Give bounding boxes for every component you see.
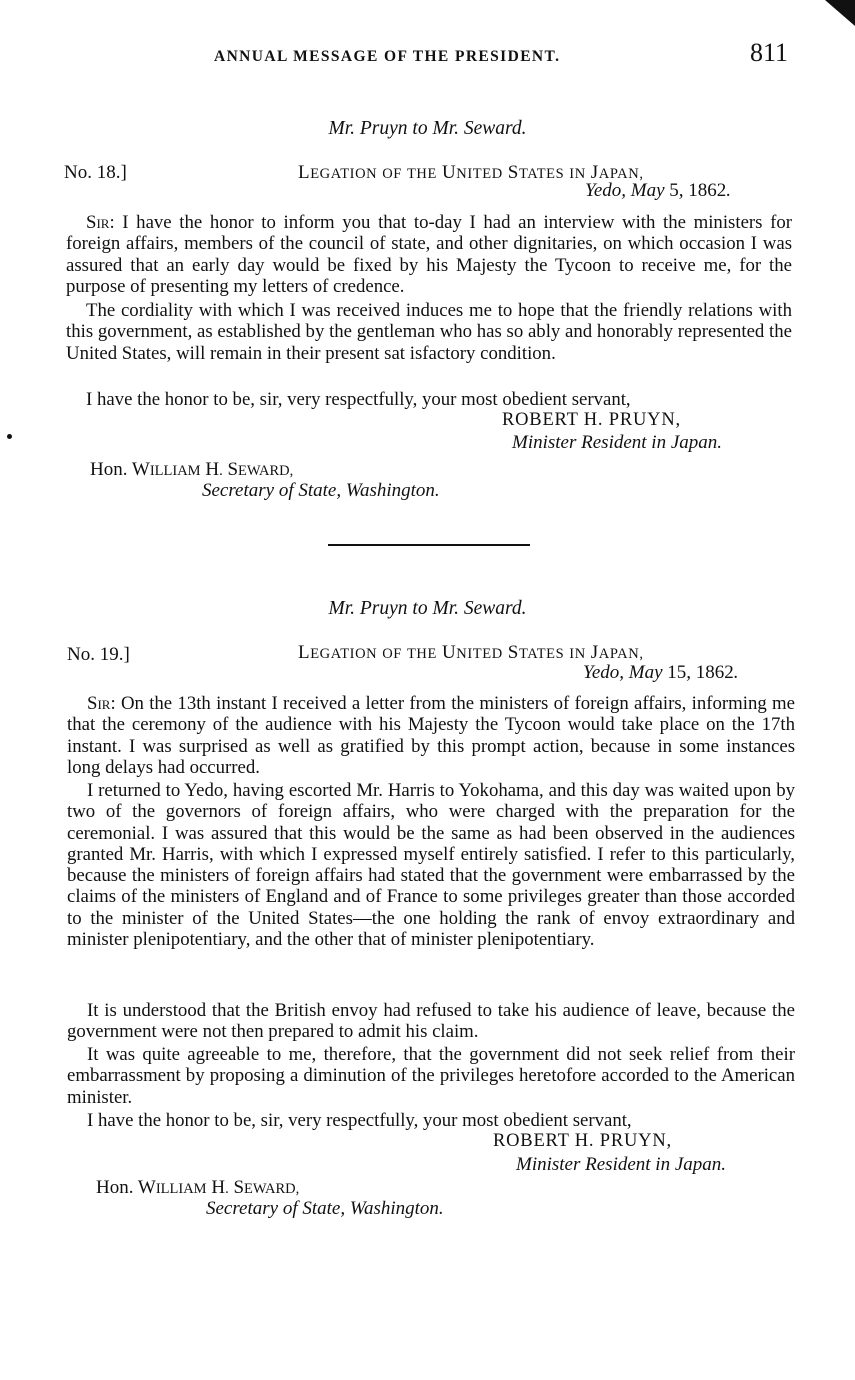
letter-paragraph: It is understood that the British envoy had refused to take his audience of leave, because the government were not then prepared to admit his claim. <box>67 1000 795 1043</box>
letter-closing: I have the honor to be, sir, very respectfully, your most obedient servant, <box>87 1110 632 1131</box>
legation-line: LEGATION OF THE UNITED STATES IN JAPAN, <box>298 642 644 663</box>
addressee: Hon. WILLIAM H. SEWARD, <box>96 1177 300 1198</box>
addressee-title: Secretary of State, Washington. <box>206 1198 444 1219</box>
page-corner-mark <box>825 0 855 26</box>
letter-paragraph: Sir: On the 13th instant I received a letter from the ministers of foreign affairs, informing me that the ceremony of the audience with his Majesty the Tycoon would take place on the 17th instant. I was surprised as well as gratified by this prompt action, because in some instances long delays had occurred. <box>67 693 795 778</box>
letter-paragraph: I returned to Yedo, having escorted Mr. Harris to Yokohama, and this day was waited upon by two of the governors of foreign affairs, who were charged with the preparation for the ceremonial. I was assured that this would be the same as had been observed in the audiences granted Mr. Harris, with which I expressed myself entirely satisfied. I refer to this particularly, because the ministers of foreign affairs had stated that the government were embarrassed by the claims of the ministers of England and of France to some privileges greater than those accorded to the minister of the United States—the one holding the rank of envoy extraordinary and minister plenipotentiary, and the other that of minister plenipotentiary. <box>67 780 795 951</box>
signature-title: Minister Resident in Japan. <box>516 1154 727 1175</box>
letter-number: No. 19.] <box>67 644 130 665</box>
letter-date: Yedo, May 15, 1862. <box>583 662 739 683</box>
addressee: Hon. WILLIAM H. SEWARD, <box>90 459 294 480</box>
margin-speck <box>7 434 12 439</box>
legation-line: LEGATION OF THE UNITED STATES IN JAPAN, <box>298 162 644 183</box>
signature-title: Minister Resident in Japan. <box>512 432 723 453</box>
letter-paragraph: The cordiality with which I was received induces me to hope that the friendly relations with this government, as established by the gentleman who has so ably and honorably represented the United States, will remain in their present sat isfactory condition. <box>66 300 792 364</box>
letter-date: Yedo, May 5, 1862. <box>585 180 732 201</box>
letter-paragraph: It was quite agreeable to me, therefore, that the government did not seek relief from their embarrassment by proposing a diminution of the privileges heretofore accorded to the American minister. <box>67 1044 795 1108</box>
signature: ROBERT H. PRUYN, <box>493 1131 672 1151</box>
letter-paragraph: Sir: I have the honor to inform you that to-day I had an interview with the ministers for foreign affairs, members of the council of state, and other dignitaries, on which occasion I was assured that an early day would be fixed by his Majesty the Tycoon to receive me, for the purpose of presenting my letters of credence. <box>66 212 792 297</box>
letter-number: No. 18.] <box>64 162 127 183</box>
letter-heading: Mr. Pruyn to Mr. Seward. <box>328 118 527 139</box>
signature: ROBERT H. PRUYN, <box>502 410 681 430</box>
letter-heading: Mr. Pruyn to Mr. Seward. <box>328 598 527 619</box>
page-number: 811 <box>750 38 789 67</box>
addressee-title: Secretary of State, Washington. <box>202 480 440 501</box>
running-header: ANNUAL MESSAGE OF THE PRESIDENT. <box>214 48 561 65</box>
section-divider <box>328 544 530 546</box>
letter-closing: I have the honor to be, sir, very respectfully, your most obedient servant, <box>86 389 631 410</box>
